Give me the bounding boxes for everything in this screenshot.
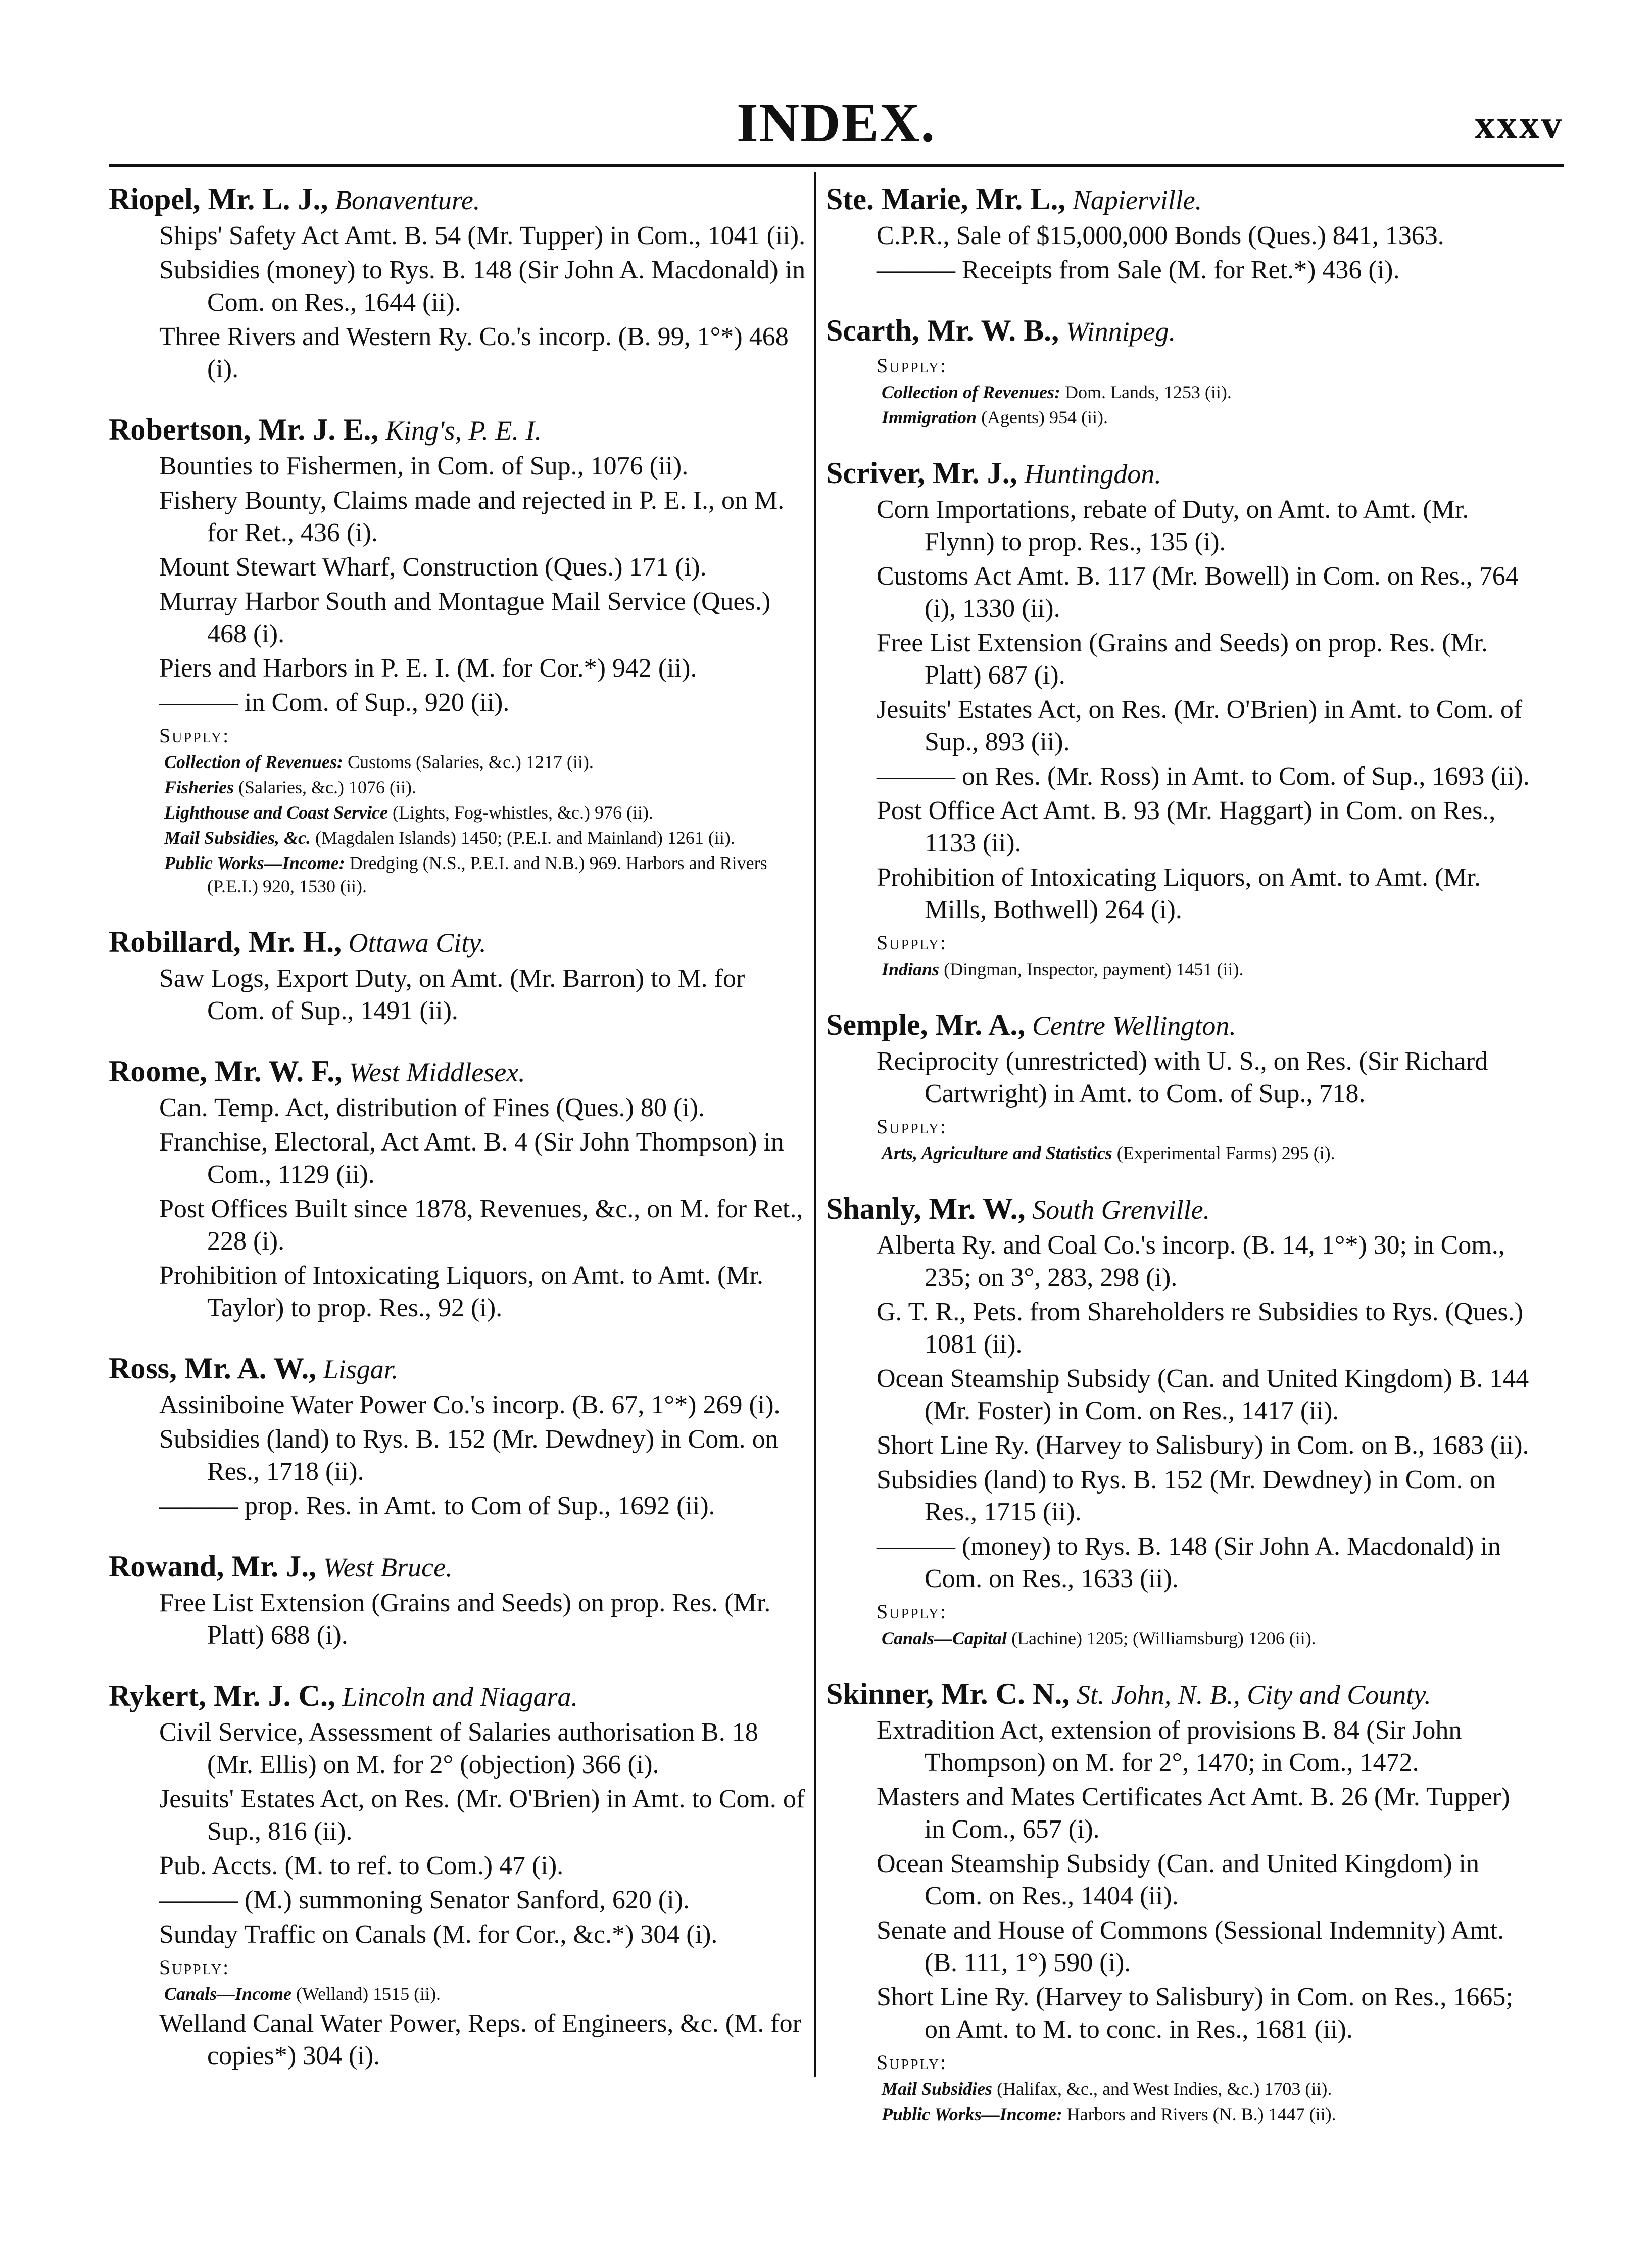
member-constituency: Ottawa City. bbox=[342, 928, 487, 958]
supply-text: (Halifax, &c., and West Indies, &c.) 1703 (ii). bbox=[992, 2079, 1332, 2099]
index-item: Pub. Accts. (M. to ref. to Com.) 47 (i). bbox=[159, 1851, 564, 1880]
member-constituency: Napierville. bbox=[1065, 185, 1202, 215]
member-heading bbox=[109, 1547, 808, 1587]
index-item: Franchise, Electoral, Act Amt. B. 4 (Sir John Thompson) in Com., 1129 (ii). bbox=[159, 1128, 784, 1189]
index-item: Welland Canal Water Power, Reps. of Engineers, &c. (M. for copies*) 304 (i). bbox=[159, 2009, 801, 2070]
supply-text: (Lights, Fog-whistles, &c.) 976 (ii). bbox=[388, 802, 653, 823]
member-name: Scriver, Mr. J., bbox=[826, 456, 1017, 490]
index-item: ——— (M.) summoning Senator Sanford, 620 (i). bbox=[159, 1886, 690, 1914]
index-item: Jesuits' Estates Act, on Res. (Mr. O'Brien) in Amt. to Com. of Sup., 893 (ii). bbox=[877, 695, 1523, 756]
supply-text: (Agents) 954 (ii). bbox=[977, 407, 1108, 427]
supply-text: (Dingman, Inspector, payment) 1451 (ii). bbox=[939, 959, 1244, 979]
member-name: Riopel, Mr. L. J., bbox=[109, 182, 328, 216]
supply-heading: Indians bbox=[882, 959, 940, 979]
member-constituency: Bonaventure. bbox=[328, 185, 480, 215]
index-item: Reciprocity (unrestricted) with U. S., on Res. (Sir Richard Cartwright) in Amt. to Com. of Sup., 718. bbox=[877, 1047, 1488, 1108]
index-entry bbox=[109, 1547, 808, 1652]
member-name: Robertson, Mr. J. E., bbox=[109, 413, 379, 446]
index-item: Ocean Steamship Subsidy (Can. and United Kingdom) in Com. on Res., 1404 (ii). bbox=[877, 1849, 1479, 1910]
index-item: Mount Stewart Wharf, Construction (Ques.) 171 (i). bbox=[159, 553, 707, 582]
supply-item bbox=[826, 1626, 1533, 1650]
index-item: Post Offices Built since 1878, Revenues, &c., on M. for Ret., 228 (i). bbox=[159, 1194, 803, 1256]
member-name: Ross, Mr. A. W., bbox=[109, 1352, 317, 1385]
supply-label: Supply: bbox=[877, 931, 948, 954]
member-constituency: Lisgar. bbox=[316, 1354, 399, 1384]
supply-text: (Welland) 1515 (ii). bbox=[291, 1984, 441, 2004]
member-name: Scarth, Mr. W. B., bbox=[826, 314, 1059, 347]
index-item: Assiniboine Water Power Co.'s incorp. (B. 67, 1°*) 269 (i). bbox=[159, 1391, 781, 1419]
page-title: INDEX. bbox=[737, 92, 936, 154]
index-item: Can. Temp. Act, distribution of Fines (Ques.) 80 (i). bbox=[159, 1093, 705, 1122]
index-item: Subsidies (land) to Rys. B. 152 (Mr. Dewdney) in Com. on Res., 1718 (ii). bbox=[159, 1425, 779, 1486]
index-entry bbox=[109, 922, 808, 1027]
index-item: Saw Logs, Export Duty, on Amt. (Mr. Barron) to M. for Com. of Sup., 1491 (ii). bbox=[159, 964, 745, 1025]
index-item: ——— on Res. (Mr. Ross) in Amt. to Com. of Sup., 1693 (ii). bbox=[877, 762, 1530, 791]
index-item: G. T. R., Pets. from Shareholders re Subsidies to Rys. (Ques.) 1081 (ii). bbox=[877, 1298, 1523, 1359]
index-item: ——— Receipts from Sale (M. for Ret.*) 436 (i). bbox=[877, 256, 1400, 284]
index-item: Ocean Steamship Subsidy (Can. and United Kingdom) B. 144 (Mr. Foster) in Com. on Res., 1417 (ii). bbox=[877, 1364, 1529, 1425]
header-rule bbox=[109, 164, 1564, 167]
member-heading bbox=[109, 1051, 808, 1092]
supply-heading: Collection of Revenues: bbox=[164, 752, 343, 772]
index-entry bbox=[826, 1674, 1533, 2126]
supply-item bbox=[826, 406, 1533, 429]
member-heading bbox=[826, 179, 1533, 220]
index-item: Senate and House of Commons (Sessional Indemnity) Amt. (B. 111, 1°) 590 (i). bbox=[877, 1916, 1504, 1977]
supply-text: Harbors and Rivers (N. B.) 1447 (ii). bbox=[1062, 2104, 1336, 2124]
supply-item bbox=[109, 826, 808, 849]
index-item: Piers and Harbors in P. E. I. (M. for Cor.*) 942 (ii). bbox=[159, 654, 697, 683]
supply-item bbox=[109, 750, 808, 774]
index-entry bbox=[826, 453, 1533, 981]
index-item: Post Office Act Amt. B. 93 (Mr. Haggart) in Com. on Res., 1133 (ii). bbox=[877, 796, 1496, 857]
supply-heading: Lighthouse and Coast Service bbox=[164, 802, 388, 823]
supply-item bbox=[109, 776, 808, 799]
member-name: Ste. Marie, Mr. L., bbox=[826, 182, 1066, 216]
member-heading bbox=[826, 311, 1533, 351]
supply-text: Dredging (N.S., P.E.I. and N.B.) 969. Harbors and Rivers (P.E.I.) 920, 1530 (ii). bbox=[207, 853, 767, 896]
index-item: Customs Act Amt. B. 117 (Mr. Bowell) in Com. on Res., 764 (i), 1330 (ii). bbox=[877, 562, 1519, 623]
index-entry bbox=[109, 1051, 808, 1324]
index-entry bbox=[826, 1005, 1533, 1165]
index-item: ——— (money) to Rys. B. 148 (Sir John A. Macdonald) in Com. on Res., 1633 (ii). bbox=[877, 1532, 1501, 1593]
supply-heading: Canals—Income bbox=[164, 1984, 292, 2004]
index-item: Subsidies (land) to Rys. B. 152 (Mr. Dewdney) in Com. on Res., 1715 (ii). bbox=[877, 1465, 1496, 1526]
member-name: Semple, Mr. A., bbox=[826, 1008, 1026, 1041]
page-header bbox=[109, 91, 1564, 167]
member-constituency: Lincoln and Niagara. bbox=[335, 1682, 578, 1712]
member-constituency: West Middlesex. bbox=[342, 1057, 525, 1087]
supply-item bbox=[826, 957, 1533, 981]
supply-item bbox=[109, 851, 808, 898]
index-item: ——— prop. Res. in Amt. to Com of Sup., 1692 (ii). bbox=[159, 1492, 715, 1520]
supply-label: Supply: bbox=[877, 1600, 948, 1623]
index-item: Prohibition of Intoxicating Liquors, on Amt. to Amt. (Mr. Taylor) to prop. Res., 92 (i). bbox=[159, 1261, 763, 1322]
supply-text: Dom. Lands, 1253 (ii). bbox=[1060, 382, 1232, 402]
supply-label: Supply: bbox=[159, 724, 230, 747]
index-item: Murray Harbor South and Montague Mail Service (Ques.) 468 (i). bbox=[159, 587, 771, 648]
index-item: Prohibition of Intoxicating Liquors, on Amt. to Amt. (Mr. Mills, Bothwell) 264 (i). bbox=[877, 863, 1481, 924]
member-heading bbox=[109, 1349, 808, 1389]
supply-heading: Collection of Revenues: bbox=[882, 382, 1060, 402]
index-item: Jesuits' Estates Act, on Res. (Mr. O'Brien) in Amt. to Com. of Sup., 816 (ii). bbox=[159, 1785, 805, 1846]
index-item: Free List Extension (Grains and Seeds) on prop. Res. (Mr. Platt) 688 (i). bbox=[159, 1589, 771, 1650]
supply-label: Supply: bbox=[877, 354, 948, 377]
index-entry bbox=[109, 1349, 808, 1522]
index-item: Short Line Ry. (Harvey to Salisbury) in Com. on Res., 1665; on Amt. to M. to conc. in Res., 1681 (ii). bbox=[877, 1983, 1513, 2044]
member-constituency: Winnipeg. bbox=[1059, 316, 1176, 347]
index-item: Bounties to Fishermen, in Com. of Sup., 1076 (ii). bbox=[159, 452, 689, 481]
index-entry bbox=[109, 410, 808, 898]
index-item: Alberta Ry. and Coal Co.'s incorp. (B. 14, 1°*) 30; in Com., 235; on 3°, 283, 298 (i). bbox=[877, 1231, 1505, 1292]
member-constituency: St. John, N. B., City and County. bbox=[1070, 1680, 1431, 1710]
index-item: C.P.R., Sale of $15,000,000 Bonds (Ques.) 841, 1363. bbox=[877, 221, 1444, 250]
right-column bbox=[826, 179, 1533, 2150]
member-heading bbox=[109, 1676, 808, 1716]
supply-label: Supply: bbox=[877, 1115, 948, 1138]
index-item: ——— in Com. of Sup., 920 (ii). bbox=[159, 688, 510, 717]
supply-item bbox=[109, 1982, 808, 2005]
supply-item bbox=[826, 380, 1533, 404]
supply-heading: Public Works—Income: bbox=[882, 2104, 1062, 2124]
member-constituency: King's, P. E. I. bbox=[378, 415, 542, 446]
supply-label: Supply: bbox=[877, 2051, 948, 2074]
member-name: Skinner, Mr. C. N., bbox=[826, 1677, 1070, 1710]
index-item: Masters and Mates Certificates Act Amt. B. 26 (Mr. Tupper) in Com., 657 (i). bbox=[877, 1783, 1510, 1844]
supply-text: (Experimental Farms) 295 (i). bbox=[1112, 1143, 1335, 1163]
index-item: Civil Service, Assessment of Salaries authorisation B. 18 (Mr. Ellis) on M. for 2° (objection) 366 (i). bbox=[159, 1718, 758, 1779]
member-constituency: West Bruce. bbox=[316, 1552, 453, 1583]
supply-heading: Immigration bbox=[882, 407, 977, 427]
left-column bbox=[109, 179, 808, 2096]
member-heading bbox=[109, 410, 808, 450]
page-number: xxxv bbox=[1475, 103, 1564, 147]
index-entry bbox=[109, 1676, 808, 2072]
supply-text: Customs (Salaries, &c.) 1217 (ii). bbox=[343, 752, 594, 772]
supply-item bbox=[826, 2077, 1533, 2100]
member-heading bbox=[109, 922, 808, 963]
supply-heading: Arts, Agriculture and Statistics bbox=[882, 1143, 1112, 1163]
supply-heading: Mail Subsidies bbox=[882, 2079, 993, 2099]
member-heading bbox=[826, 1005, 1533, 1045]
member-name: Roome, Mr. W. F., bbox=[109, 1055, 343, 1088]
index-entry bbox=[826, 179, 1533, 286]
member-name: Shanly, Mr. W., bbox=[826, 1192, 1026, 1225]
index-item: Three Rivers and Western Ry. Co.'s incorp. (B. 99, 1°*) 468 (i). bbox=[159, 322, 789, 384]
member-constituency: South Grenville. bbox=[1025, 1194, 1210, 1225]
index-entry bbox=[109, 179, 808, 386]
member-constituency: Huntingdon. bbox=[1017, 459, 1161, 489]
column-divider bbox=[814, 172, 816, 2077]
supply-item bbox=[826, 2102, 1533, 2126]
index-item: Extradition Act, extension of provisions B. 84 (Sir John Thompson) on M. for 2°, 1470; in Com., 1472. bbox=[877, 1716, 1462, 1777]
supply-heading: Fisheries bbox=[164, 777, 234, 797]
index-item: Short Line Ry. (Harvey to Salisbury) in Com. on B., 1683 (ii). bbox=[877, 1431, 1529, 1460]
index-item: Sunday Traffic on Canals (M. for Cor., &c.*) 304 (i). bbox=[159, 1920, 718, 1949]
supply-item bbox=[826, 1141, 1533, 1165]
index-entry bbox=[826, 311, 1533, 429]
supply-text: (Lachine) 1205; (Williamsburg) 1206 (ii). bbox=[1007, 1628, 1316, 1648]
supply-heading: Canals—Capital bbox=[882, 1628, 1007, 1648]
member-name: Robillard, Mr. H., bbox=[109, 925, 342, 959]
member-heading bbox=[826, 453, 1533, 494]
member-heading bbox=[109, 179, 808, 220]
supply-item bbox=[109, 801, 808, 824]
member-heading bbox=[826, 1674, 1533, 1714]
member-name: Rykert, Mr. J. C., bbox=[109, 1679, 335, 1712]
index-item: Free List Extension (Grains and Seeds) on prop. Res. (Mr. Platt) 687 (i). bbox=[877, 629, 1488, 690]
index-entry bbox=[826, 1189, 1533, 1650]
member-heading bbox=[826, 1189, 1533, 1229]
index-item: Fishery Bounty, Claims made and rejected in P. E. I., on M. for Ret., 436 (i). bbox=[159, 486, 785, 547]
index-item: Ships' Safety Act Amt. B. 54 (Mr. Tupper) in Com., 1041 (ii). bbox=[159, 221, 806, 250]
member-name: Rowand, Mr. J., bbox=[109, 1550, 317, 1583]
supply-heading: Public Works—Income: bbox=[164, 853, 345, 873]
supply-text: (Magdalen Islands) 1450; (P.E.I. and Mainland) 1261 (ii). bbox=[311, 828, 735, 848]
index-item: Subsidies (money) to Rys. B. 148 (Sir John A. Macdonald) in Com. on Res., 1644 (ii). bbox=[159, 256, 806, 317]
member-constituency: Centre Wellington. bbox=[1025, 1011, 1236, 1041]
index-item: Corn Importations, rebate of Duty, on Amt. to Amt. (Mr. Flynn) to prop. Res., 135 (i). bbox=[877, 495, 1469, 556]
supply-text: (Salaries, &c.) 1076 (ii). bbox=[234, 777, 416, 797]
supply-label: Supply: bbox=[159, 1956, 230, 1979]
supply-heading: Mail Subsidies, &c. bbox=[164, 828, 311, 848]
